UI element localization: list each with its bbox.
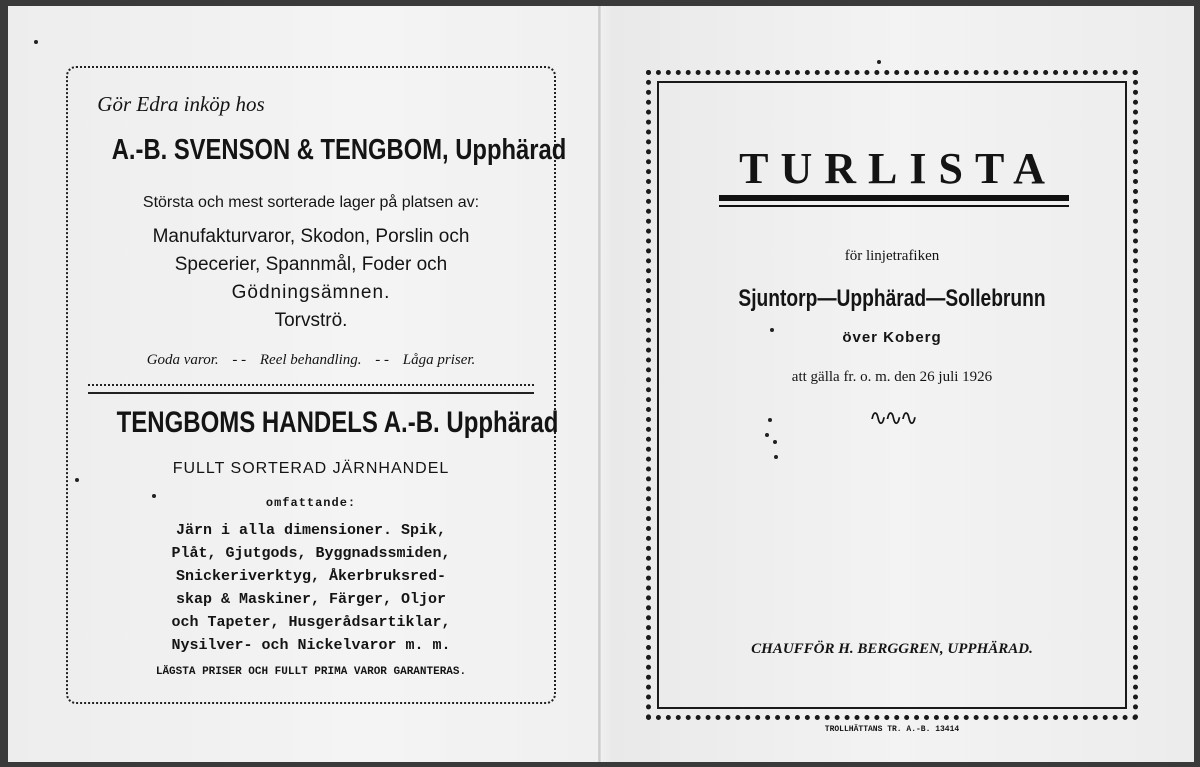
ink-speck [770, 328, 774, 332]
timetable-cover [657, 81, 1127, 709]
ink-speck [877, 60, 881, 64]
ink-speck [34, 40, 38, 44]
ink-speck [75, 478, 79, 482]
hardware-line-3: Snickeriverktyg, Åkerbruksred- [175, 568, 447, 585]
slogan-goods: Goda varor. [146, 352, 219, 368]
goods-line-1: Manufakturvaror, Skodon, Porslin och [152, 226, 470, 247]
valid-from-date: att gälla fr. o. m. den 26 juli 1926 [791, 369, 993, 385]
intro-text: Gör Edra inköp hos [97, 92, 265, 116]
guarantee-text: LÄGSTA PRISER OCH FULLT PRIMA VAROR GARANTERAS. [155, 666, 467, 678]
company-name-tengboms-handels: TENGBOMS HANDELS A.-B. Upphärad [116, 406, 559, 439]
ink-speck [765, 433, 769, 437]
section-divider [88, 384, 534, 394]
goods-line-4: Torvströ. [274, 310, 348, 331]
advertisement-panel [66, 66, 567, 704]
ink-speck [774, 455, 778, 459]
goods-line-2: Specerier, Spannmål, Foder och [174, 254, 448, 275]
printer-imprint: TROLLHÄTTANS TR. A.-B. 13414 [824, 725, 960, 734]
route-name: Sjuntorp—Upphärad—Sollebrunn [738, 285, 1046, 312]
slogan-row [68, 352, 554, 369]
title-underline-thick [719, 195, 1069, 201]
ink-speck [773, 440, 777, 444]
route-intro: för linjetrafiken [844, 248, 940, 264]
slogan-treatment: Reel behandling. [259, 352, 362, 368]
hardware-line-1: Järn i alla dimensioner. Spik, [175, 522, 447, 539]
store-tagline: Största och mest sorterade lager på platsen av: [142, 194, 480, 211]
timetable-title: TURLISTA [739, 144, 1057, 193]
comprising-label: omfattande: [265, 496, 357, 510]
company-name-svenson-tengbom: A.-B. SVENSON & TENGBOM, Upphärad [111, 134, 567, 166]
hardware-line-5: och Tapeter, Husgerådsartiklar, [171, 614, 451, 631]
hardware-line-2: Plåt, Gjutgods, Byggnadssmiden, [171, 545, 451, 562]
hardware-line-6: Nysilver- och Nickelvaror m. m. [171, 637, 451, 654]
center-fold [598, 6, 601, 762]
hardware-line-4: skap & Maskiner, Färger, Oljor [175, 591, 447, 608]
ornament-icon: ∿∿∿ [868, 405, 916, 430]
slogan-prices: Låga priser. [402, 352, 476, 368]
slogan-separator: - - [232, 352, 247, 368]
ink-speck [768, 418, 772, 422]
slogan-separator: - - [375, 352, 390, 368]
route-via: över Koberg [842, 329, 942, 346]
title-underline-thin [719, 205, 1069, 207]
chauffeur-credit: CHAUFFÖR H. BERGGREN, UPPHÄRAD. [751, 641, 1033, 657]
goods-line-3: Gödningsämnen. [231, 282, 391, 303]
ink-speck [152, 494, 156, 498]
hardware-store-subtitle: FULLT SORTERAD JÄRNHANDEL [172, 460, 450, 477]
